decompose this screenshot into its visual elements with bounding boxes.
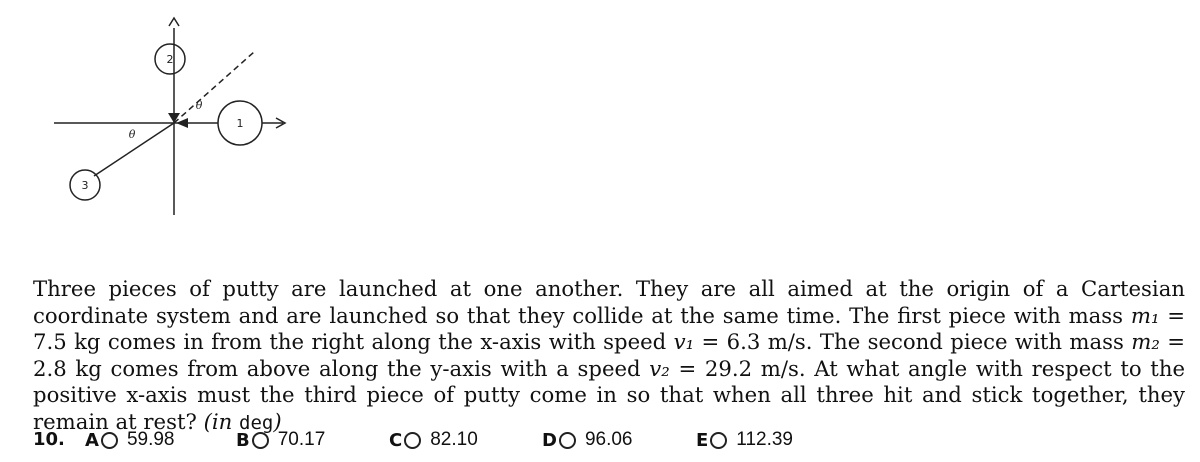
v2-variable: v₂ (649, 355, 670, 381)
y-axis-arrowhead (169, 18, 179, 26)
choice-e[interactable] (696, 429, 793, 451)
answer-choices (33, 429, 1183, 459)
angle-theta-lower: θ (128, 128, 136, 141)
collision-diagram (0, 0, 300, 260)
dashed-reference-line (174, 52, 254, 123)
question-number: 10. (33, 429, 65, 450)
v1-variable: v₁ (673, 329, 695, 354)
m1-variable: m₁ (1130, 302, 1160, 328)
choice-a[interactable] (85, 429, 174, 451)
radio-button[interactable] (404, 432, 421, 449)
piece-2-label: 2 (166, 53, 174, 66)
choice-value: 96.06 (584, 429, 633, 450)
m2-variable: m₂ (1131, 329, 1160, 354)
choice-letter: D (542, 429, 557, 451)
unit-note: (in deg) (203, 408, 282, 434)
radio-button[interactable] (559, 432, 576, 449)
piece-3-label: 3 (81, 179, 89, 192)
choice-c[interactable] (389, 429, 478, 451)
radio-button[interactable] (710, 432, 727, 449)
angle-theta-upper: θ (195, 99, 203, 112)
choice-letter: A (85, 429, 99, 451)
choice-letter: E (696, 429, 709, 451)
radio-button[interactable] (252, 432, 269, 449)
problem-statement: Three pieces of putty are launched at one another. They are all aimed at the origin of a Cartesian coordinate system and are launched so that they collide at the same time. The first piece with mass m₁ = 7.5 kg comes in from the right along the x-axis with speed v₁ = 6.3 m/s. The second piece with mass m₂ = 2.8 kg comes from above along the y-axis with a speed v₂ = 29.2 m/s. At what angle with respect to the positive x-axis must the third piece of putty come in so that when all three hit and stick together, they remain at rest? (in deg) (33, 276, 1186, 434)
choice-value: 59.98 (126, 429, 175, 450)
choice-value: 112.39 (736, 429, 793, 450)
choice-value: 82.10 (430, 429, 478, 450)
choice-letter: C (389, 429, 403, 451)
choice-letter: B (236, 429, 250, 451)
choice-d[interactable] (542, 429, 633, 451)
piece-2-arrowhead (168, 113, 180, 123)
radio-button[interactable] (101, 432, 118, 449)
choice-value: 70.17 (277, 429, 326, 450)
piece-1-label: 1 (236, 117, 244, 130)
choice-b[interactable] (236, 429, 325, 451)
